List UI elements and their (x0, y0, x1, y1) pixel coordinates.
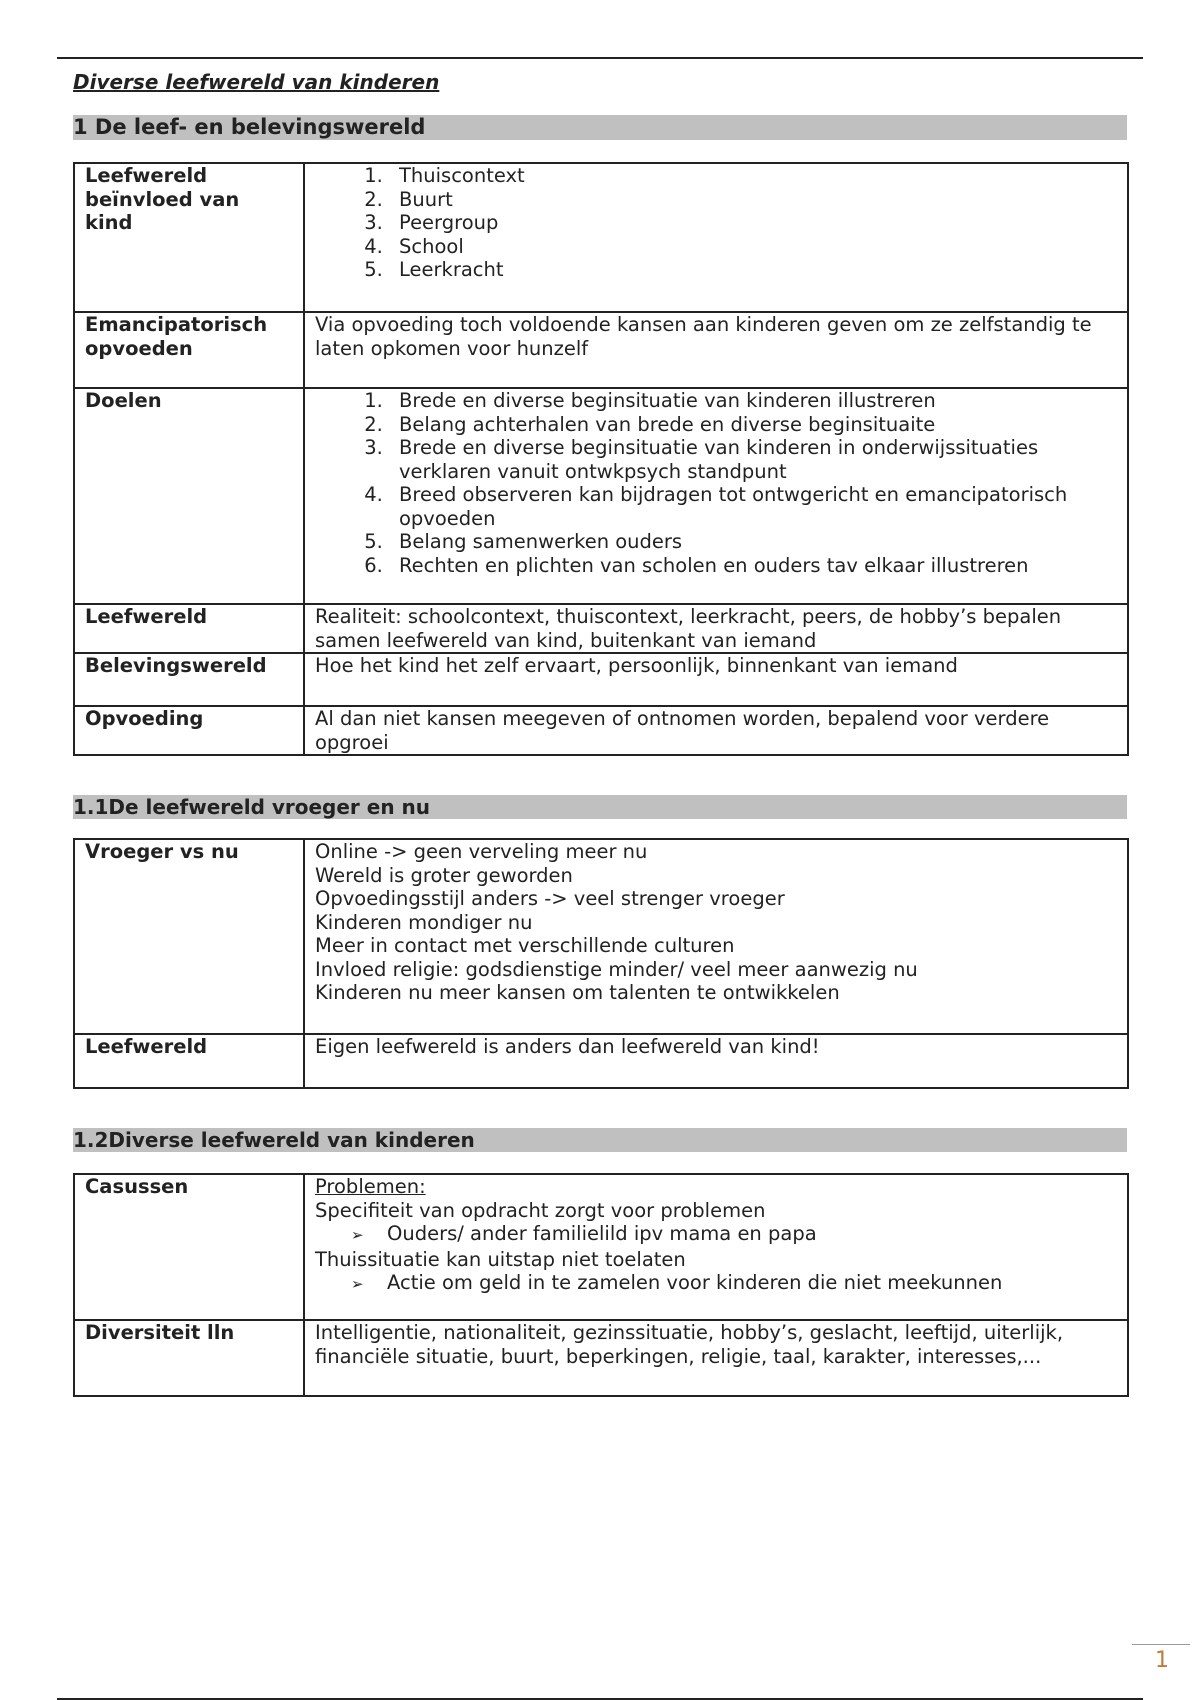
table-row (74, 1174, 1128, 1320)
row-label: Casussen (74, 1174, 304, 1320)
section-1-2-table (73, 1173, 1129, 1397)
bullet-line (315, 1222, 1117, 1248)
row-label: Doelen (74, 388, 304, 604)
row-content: Eigen leefwereld is anders dan leefwereld van kind! (304, 1034, 1128, 1088)
list-item: 4. School (389, 235, 1117, 259)
section-1-2-heading: 1.2Diverse leefwereld van kinderen (73, 1128, 1127, 1152)
list-item: 5. Leerkracht (389, 258, 1117, 282)
list-item: 1. Thuiscontext (389, 164, 1117, 188)
influence-list (315, 164, 1117, 282)
goals-list (315, 389, 1117, 577)
table-row (74, 163, 1128, 312)
text-line: Thuissituatie kan uitstap niet toelaten (315, 1247, 686, 1271)
table-row (74, 388, 1128, 604)
page-number: 1 (1155, 1648, 1169, 1673)
row-label: Emancipatorisch opvoeden (74, 312, 304, 388)
document-title: Diverse leefwereld van kinderen (73, 70, 440, 94)
row-label: Vroeger vs nu (74, 839, 304, 1034)
text-line: Kinderen mondiger nu (315, 910, 533, 934)
section-1-heading: 1 De leef- en belevingswereld (73, 115, 1127, 140)
arrow-bullet-icon: ➢ (351, 1226, 364, 1244)
row-content: Realiteit: schoolcontext, thuiscontext, leerkracht, peers, de hobby’s bepalen samen leefwereld van kind, buitenkant van iemand (304, 604, 1128, 653)
section-1-1-heading: 1.1De leefwereld vroeger en nu (73, 795, 1127, 819)
bullet-text: Actie om geld in te zamelen voor kinderen die niet meekunnen (387, 1271, 1003, 1294)
row-label: Diversiteit lln (74, 1320, 304, 1396)
text-line: Opvoedingsstijl anders -> veel strenger vroeger (315, 887, 785, 910)
list-item: 2. Belang achterhalen van brede en diverse beginsituaite (389, 413, 1117, 437)
row-label: Leefwereld (74, 604, 304, 653)
row-label: Belevingswereld (74, 653, 304, 706)
text-line: Specifiteit van opdracht zorgt voor problemen (315, 1198, 766, 1222)
row-content: Al dan niet kansen meegeven of ontnomen worden, bepalend voor verdere opgroei (304, 706, 1128, 755)
bullet-line (315, 1271, 1117, 1297)
list-item: 5. Belang samenwerken ouders (389, 530, 1117, 554)
list-item: 3. Peergroup (389, 211, 1117, 235)
table-row (74, 1034, 1128, 1088)
text-line: Meer in contact met verschillende culturen (315, 934, 735, 957)
row-content (304, 839, 1128, 1034)
list-item: 6. Rechten en plichten van scholen en ouders tav elkaar illustreren (389, 554, 1117, 578)
bullet-text: Ouders/ ander familielild ipv mama en papa (387, 1222, 817, 1245)
problems-label: Problemen: (315, 1175, 426, 1198)
table-row (74, 653, 1128, 706)
row-content: Via opvoeding toch voldoende kansen aan kinderen geven om ze zelfstandig te laten opkomen voor hunzelf (304, 312, 1128, 388)
row-label: Leefwereld (74, 1034, 304, 1088)
row-content (304, 1174, 1128, 1320)
row-label: Opvoeding (74, 706, 304, 755)
list-item: 4. Breed observeren kan bijdragen tot ontwgericht en emancipatorisch opvoeden (389, 483, 1117, 530)
text-line: Online -> geen verveling meer nu (315, 840, 648, 863)
page-number-rule (1132, 1644, 1190, 1645)
row-content: Intelligentie, nationaliteit, gezinssituatie, hobby’s, geslacht, leeftijd, uiterlijk, financiële situatie, buurt, beperkingen, religie, taal, karakter, interesses,... (304, 1320, 1128, 1396)
row-content (304, 163, 1128, 312)
text-line: Invloed religie: godsdienstige minder/ veel meer aanwezig nu (315, 957, 918, 981)
table-row (74, 839, 1128, 1034)
arrow-bullet-icon: ➢ (351, 1275, 364, 1293)
top-rule (57, 57, 1143, 59)
section-1-1-table (73, 838, 1129, 1089)
list-item: 1. Brede en diverse beginsituatie van kinderen illustreren (389, 389, 1117, 413)
list-item: 3. Brede en diverse beginsituatie van kinderen in onderwijssituaties verklaren vanuit ontwkpsych standpunt (389, 436, 1117, 483)
section-1-table (73, 162, 1129, 756)
table-row (74, 706, 1128, 755)
table-row (74, 312, 1128, 388)
row-content: Hoe het kind het zelf ervaart, persoonlijk, binnenkant van iemand (304, 653, 1128, 706)
row-content (304, 388, 1128, 604)
table-row (74, 604, 1128, 653)
table-row (74, 1320, 1128, 1396)
row-label: Leefwereld beïnvloed van kind (74, 163, 304, 312)
text-line: Kinderen nu meer kansen om talenten te ontwikkelen (315, 981, 840, 1004)
list-item: 2. Buurt (389, 188, 1117, 212)
text-line: Wereld is groter geworden (315, 863, 573, 887)
